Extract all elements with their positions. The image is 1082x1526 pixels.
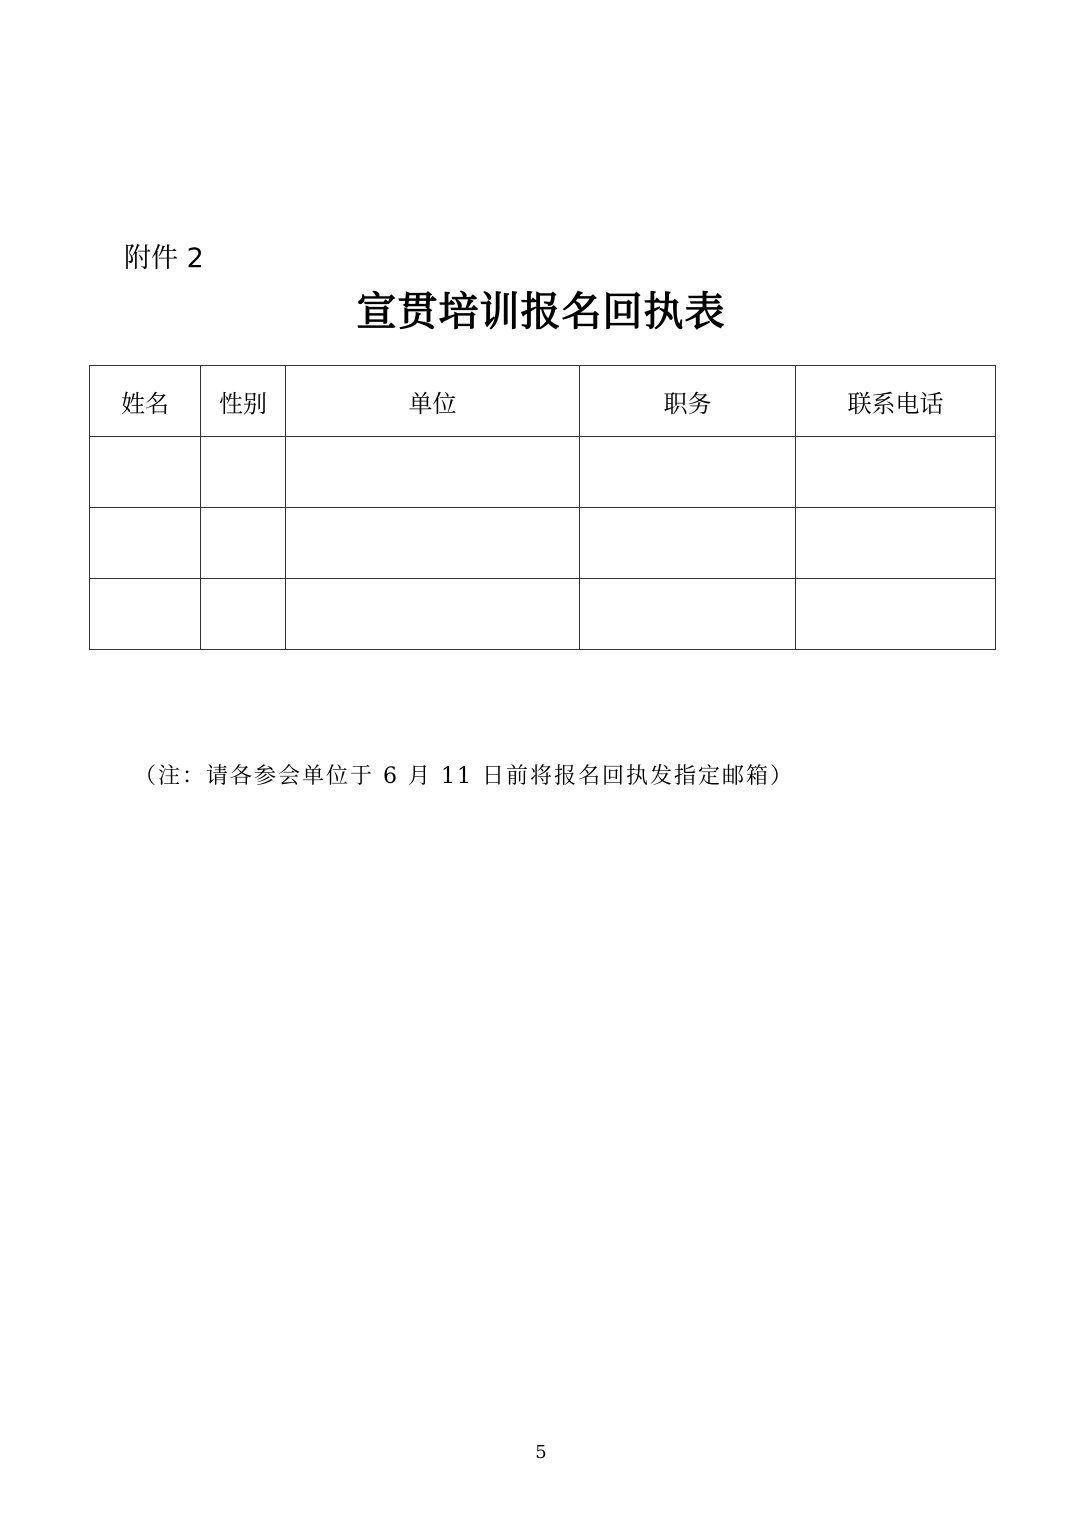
form-title: 宣贯培训报名回执表 [356,289,726,335]
cell-gender[interactable] [201,508,286,579]
cell-organization[interactable] [286,508,580,579]
header-phone: 联系电话 [796,366,996,437]
header-organization: 单位 [286,366,580,437]
table-row [90,508,996,579]
table-row [90,437,996,508]
submission-note: （注：请各参会单位于 6 月 11 日前将报名回执发指定邮箱） [134,764,794,789]
cell-phone[interactable] [796,508,996,579]
cell-organization[interactable] [286,579,580,650]
page-number: 5 [535,1442,547,1463]
cell-gender[interactable] [201,437,286,508]
table-header-row [90,366,996,437]
header-position: 职务 [580,366,796,437]
attachment-label: 附件 2 [124,243,204,274]
header-gender: 性别 [201,366,286,437]
registration-table [89,365,996,650]
cell-organization[interactable] [286,437,580,508]
cell-phone[interactable] [796,437,996,508]
table-row [90,579,996,650]
cell-position[interactable] [580,437,796,508]
cell-position[interactable] [580,508,796,579]
cell-phone[interactable] [796,579,996,650]
header-name: 姓名 [90,366,201,437]
cell-gender[interactable] [201,579,286,650]
cell-name[interactable] [90,508,201,579]
cell-position[interactable] [580,579,796,650]
cell-name[interactable] [90,579,201,650]
cell-name[interactable] [90,437,201,508]
